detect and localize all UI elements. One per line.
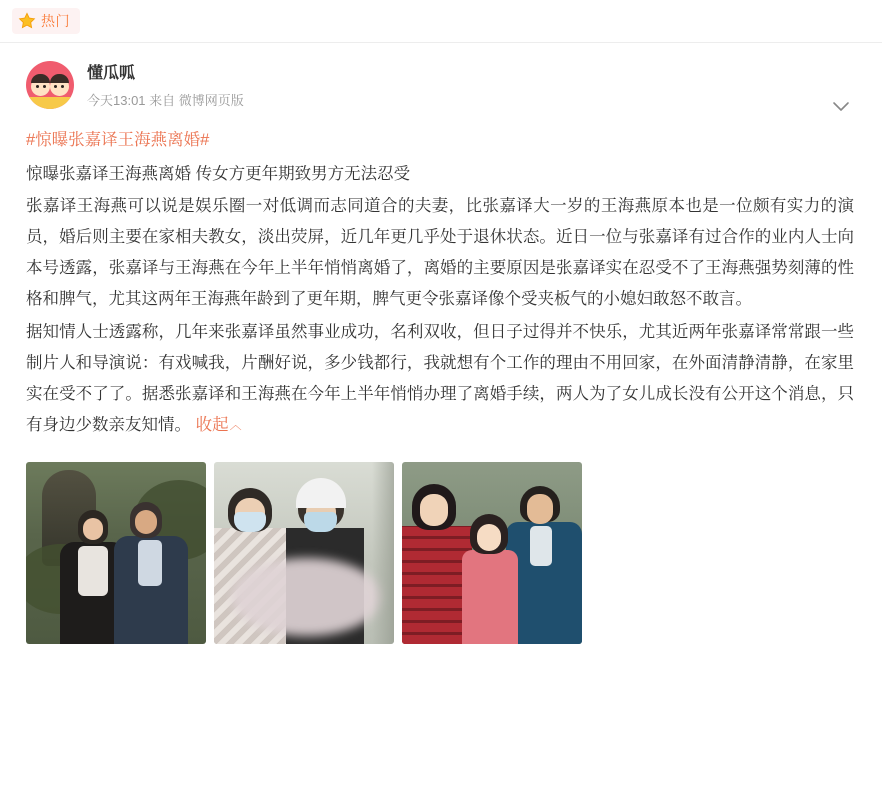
author-row: [26, 61, 854, 111]
collapse-text-button[interactable]: [196, 416, 242, 434]
post-image-2[interactable]: [214, 462, 394, 644]
topic-link[interactable]: #惊曝张嘉译王海燕离婚#: [26, 131, 210, 149]
chevron-down-icon[interactable]: [830, 95, 852, 117]
author-meta: [87, 61, 244, 111]
post-image-1[interactable]: [26, 462, 206, 644]
author-name[interactable]: 懂瓜呱: [87, 65, 136, 82]
avatar[interactable]: [26, 61, 74, 109]
post-paragraph-2: [26, 317, 854, 442]
hot-topic-bar: [0, 0, 882, 43]
post-image-3[interactable]: [402, 462, 582, 644]
hot-badge[interactable]: [12, 8, 80, 34]
post-time: 今天13:01: [87, 93, 146, 108]
post-paragraph-1: 张嘉译王海燕可以说是娱乐圈一对低调而志同道合的夫妻，比张嘉译大一岁的王海燕原本也是一位颇有实力的演员，婚后则主要在家相夫教女，淡出荧屏，近几年更几乎处于退休状态。近日一位与张嘉译有过合作的业内人士向本号透露，张嘉译与王海燕在今年上半年悄悄离婚了，离婚的主要原因是张嘉译实在忍受不了王海燕强势刻薄的性格和脾气，尤其这两年王海燕年龄到了更年期，脾气更令张嘉译像个受夹板气的小媳妇敢怒不敢言。: [26, 197, 854, 308]
star-icon: [18, 12, 36, 30]
post-card: [0, 43, 882, 644]
post-headline: 惊曝张嘉译王海燕离婚 传女方更年期致男方无法忍受: [26, 165, 411, 183]
collapse-caret-icon: ︿: [229, 418, 242, 432]
post-source[interactable]: 来自 微博网页版: [149, 93, 244, 108]
post-body: [26, 125, 854, 442]
post-image-grid: [26, 462, 854, 644]
post-paragraph-2-text: 据知情人士透露称，几年来张嘉译虽然事业成功，名利双收，但日子过得并不快乐，尤其近两年张嘉译常常跟一些制片人和导演说：有戏喊我，片酬好说，多少钱都行，我就想有个工作的理由不用回家，在外面清静清静，在家里实在受不了了。据悉张嘉译和王海燕在今年上半年悄悄办理了离婚手续，两人为了女儿成长没有公开这个消息，只有身边少数亲友知情。: [26, 323, 854, 434]
hot-badge-label: 热门: [41, 13, 70, 29]
post-meta-line: [87, 91, 244, 111]
collapse-label: 收起: [195, 416, 229, 434]
